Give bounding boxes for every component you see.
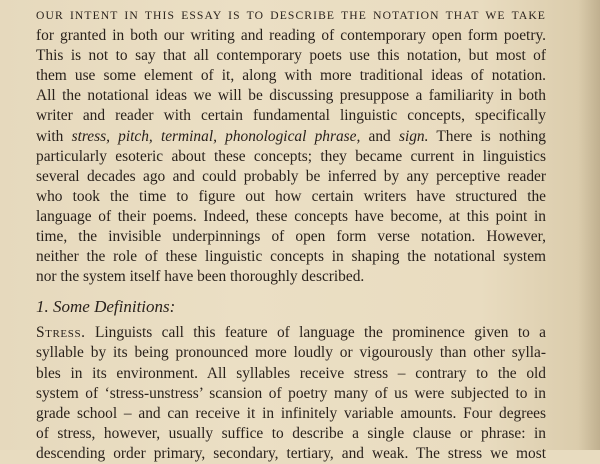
text-line: This is not to say that all contemporary poets use this notation, but most of — [36, 47, 546, 65]
page-shadow — [578, 0, 600, 450]
text-line-cut: descending order primary, secondary, tertiary, and weak. The stress we most — [36, 444, 546, 462]
text-line: writer and reader with certain fundamental linguistic concepts, specifically — [36, 107, 546, 125]
paragraph-stress — [36, 323, 546, 462]
text-line: for granted in both our writing and reading of contemporary open form poetry. — [36, 27, 546, 45]
text-line: bles in its environment. All syllables receive stress – contrary to the old — [36, 364, 546, 382]
term-definition-start: Linguists call this feature of language the prominence given to a — [85, 324, 546, 342]
text-body — [36, 6, 546, 462]
text-line: them use some element of it, along with more traditional ideas of notation. — [36, 67, 546, 85]
italic-terms: stress, pitch, terminal, phonological phrase, — [71, 127, 361, 145]
text-line: language of their poems. Indeed, these concepts have become, at this point in — [36, 207, 546, 225]
text-line: particularly esoteric about these concepts; they became current in linguistics — [36, 147, 546, 165]
line-suffix: There is nothing — [428, 127, 546, 145]
text-line: of stress, however, usually suffice to describe a single clause or phrase: in — [36, 424, 546, 442]
text-line: syllable by its being pronounced more loudly or vigourously than other sylla- — [36, 344, 546, 362]
text-line: who took the time to figure out how certain writers have structured the — [36, 187, 546, 205]
intro-lead-line: OUR INTENT IN THIS ESSAY IS TO DESCRIBE THE NOTATION THAT WE TAKE — [36, 9, 546, 22]
term-stress: Stress. — [36, 324, 86, 342]
text-line: grade school – and can receive it in infinitely variable amounts. Four degrees — [36, 404, 546, 422]
paragraph-intro — [36, 6, 546, 287]
text-line-terms — [36, 127, 546, 147]
line-prefix: with — [36, 127, 72, 145]
text-line: neither the role of these linguistic concepts in shaping the notational system — [36, 248, 546, 266]
text-line: time, the invisible underpinnings of open form verse notation. However, — [36, 228, 546, 246]
text-line-term — [36, 323, 546, 343]
section-heading: 1. Some Definitions: — [36, 297, 176, 317]
text-line: system of ‘stress-unstress’ scansion of poetry many of us were subjected to in — [36, 384, 546, 402]
text-line: several decades ago and could probably be inferred by any perceptive reader — [36, 167, 546, 185]
line-and: and — [360, 127, 399, 145]
text-line-last: nor the system itself have been thoroughly described. — [36, 268, 365, 286]
text-line: All the notational ideas we will be discussing presuppose a familiarity in both — [36, 87, 546, 105]
italic-sign: sign. — [398, 127, 429, 145]
